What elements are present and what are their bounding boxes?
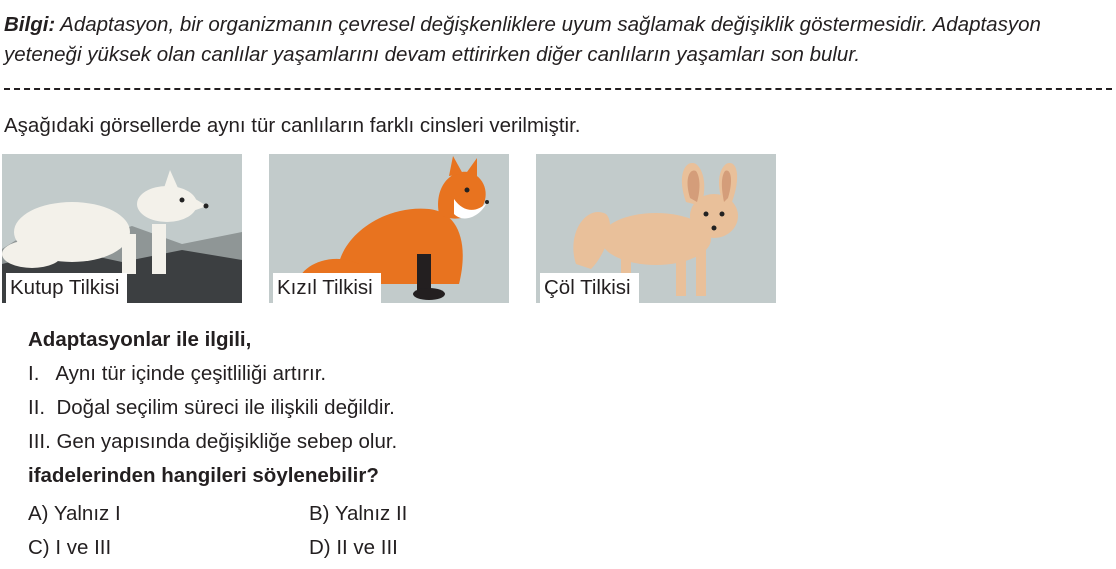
- choice-c[interactable]: C) I ve III: [28, 536, 112, 559]
- red-fox-panel: [269, 154, 509, 303]
- choice-a[interactable]: A) Yalnız I: [28, 502, 121, 525]
- image-caption: Kutup Tilkisi: [6, 273, 127, 303]
- arctic-fox-panel: [2, 154, 242, 303]
- statement-3: III. Gen yapısında değişikliğe sebep olur.: [28, 430, 398, 453]
- question-stem: Adaptasyonlar ile ilgili,: [28, 328, 252, 351]
- answer-choices: [28, 497, 509, 565]
- fennec-fox-panel: [536, 154, 776, 303]
- dashed-divider: [4, 88, 1112, 90]
- statement-2: II. Doğal seçilim süreci ile ilişkili değildir.: [28, 396, 395, 419]
- info-paragraph: [4, 10, 1112, 70]
- choice-b[interactable]: B) Yalnız II: [309, 502, 408, 525]
- question-ask: ifadelerinden hangileri söylenebilir?: [28, 464, 379, 487]
- statement-1: I. Aynı tür içinde çeşitliliği artırır.: [28, 362, 327, 385]
- image-caption: Kızıl Tilkisi: [273, 273, 381, 303]
- info-text: Adaptasyon, bir organizmanın çevresel değişkenliklere uyum sağlamak değişiklik göstermesidir. Adaptasyon yeteneği yüksek olan canlılar yaşamlarını devam ettirirken diğer canlıların yaşamları son bulur.: [4, 13, 1041, 66]
- image-caption: Çöl Tilkisi: [540, 273, 639, 303]
- question-block: [28, 323, 397, 493]
- choice-d[interactable]: D) II ve III: [309, 536, 398, 559]
- info-label: Bilgi:: [4, 13, 56, 36]
- intro-text: Aşağıdaki görsellerde aynı tür canlıların farklı cinsleri verilmiştir.: [4, 114, 581, 137]
